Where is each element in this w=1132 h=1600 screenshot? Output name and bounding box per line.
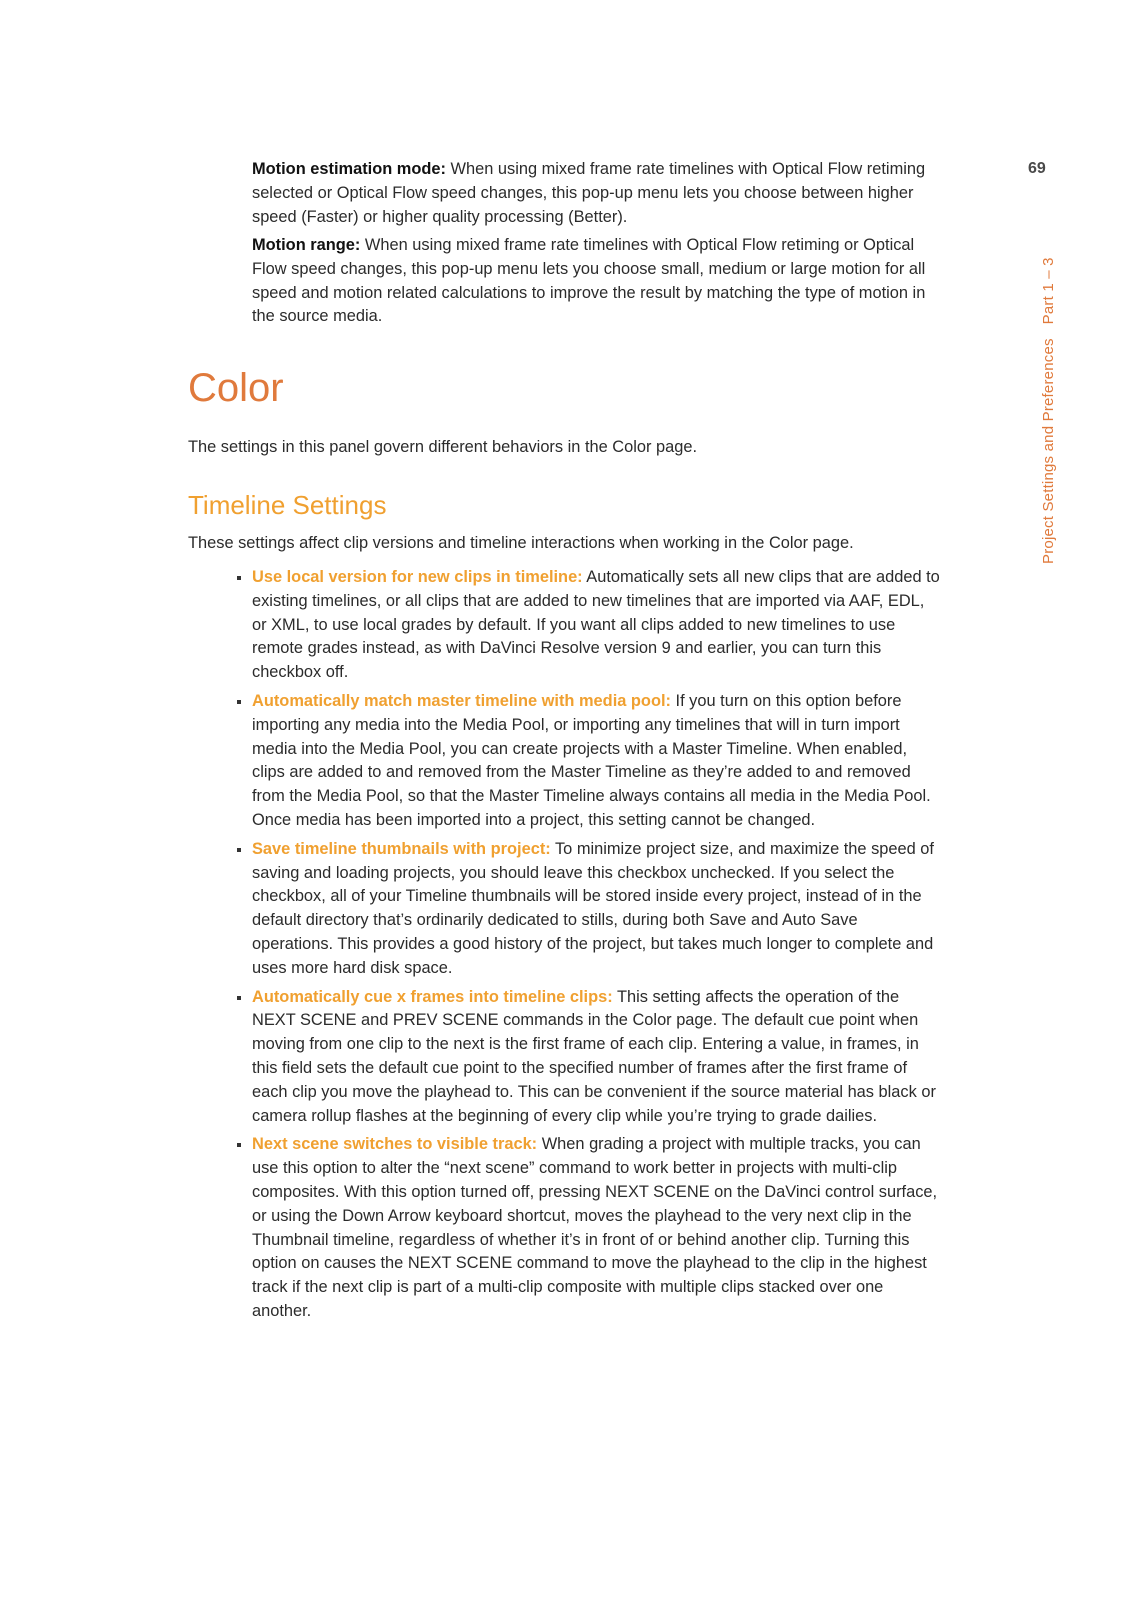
intro-term: Motion estimation mode: [252, 160, 446, 178]
intro-term: Motion range: [252, 236, 361, 254]
list-item [252, 838, 942, 981]
subsection-description: These settings affect clip versions and timeline interactions when working in the Color page. [188, 534, 854, 552]
setting-text: To minimize project size, and maximize the speed of saving and loading projects, you should leave this checkbox unchecked. If you select the checkbox, all of your Timeline thumbnails will be stored inside every project, instead of in the default directory that’s ordinarily dedicated to stills, during both Save and Auto Save operations. This provides a good history of the project, but takes much longer to complete and uses more hard disk space. [252, 839, 934, 977]
setting-text: Automatically sets all new clips that are added to existing timelines, or all clips that are added to new timelines that are imported via AAF, EDL, or XML, to use local grades by default. If you want all clips added to new timelines to use remote grades instead, as with DaVinci Resolve version 9 and earlier, you can turn this checkbox off. [252, 568, 940, 682]
bullet-icon [237, 848, 241, 852]
intro-paragraph-motion-range [252, 234, 942, 329]
setting-term: Automatically cue x frames into timeline clips: [252, 987, 613, 1006]
list-item [252, 566, 942, 685]
settings-list [252, 566, 942, 1329]
section-title: Color [188, 366, 284, 410]
setting-text: If you turn on this option before importing any media into the Media Pool, or importing any timelines that will in turn import media into the Media Pool, you can create projects with a Master Timeline. When enabled, clips are added to and removed from the Master Timeline as they’re added to and removed from the Media Pool, so that the Master Timeline always contains all media in the Media Pool. Once media has been imported into a project, this setting cannot be changed. [252, 691, 931, 829]
setting-term: Save timeline thumbnails with project: [252, 839, 551, 858]
section-description: The settings in this panel govern different behaviors in the Color page. [188, 438, 698, 456]
bullet-icon [237, 1143, 241, 1147]
page-number: 69 [1028, 160, 1046, 177]
setting-term: Next scene switches to visible track: [252, 1135, 538, 1154]
intro-text: When using mixed frame rate timelines with Optical Flow retiming or Optical Flow speed changes, this pop-up menu lets you choose small, medium or large motion for all speed and motion related calculations to improve the result by matching the type of motion in the source media. [252, 236, 926, 326]
list-item [252, 690, 942, 833]
bullet-icon [237, 996, 241, 1000]
intro-paragraph-motion-estimation [252, 158, 942, 229]
bullet-icon [237, 576, 241, 580]
running-header [1040, 257, 1057, 564]
running-header-section: Project Settings and Preferences [1040, 338, 1057, 564]
setting-text: This setting affects the operation of the NEXT SCENE and PREV SCENE commands in the Color page. The default cue point when moving from one clip to the next is the first frame of each clip. Entering a value, in frames, in this field sets the default cue point to the specified number of frames after the first frame of each clip you move the playhead to. This can be convenient if the source material has black or camera rollup flashes at the beginning of every clip while you’re trying to grade dailies. [252, 987, 936, 1125]
list-item [252, 986, 942, 1129]
list-item [252, 1133, 942, 1323]
subsection-title: Timeline Settings [188, 490, 387, 520]
setting-term: Automatically match master timeline with media pool: [252, 691, 671, 710]
setting-term: Use local version for new clips in timeline: [252, 568, 583, 586]
setting-text: When grading a project with multiple tracks, you can use this option to alter the “next scene” command to work better in projects with multi-clip composites. With this option turned off, pressing NEXT SCENE on the DaVinci control surface, or using the Down Arrow keyboard shortcut, moves the playhead to the very next clip in the Thumbnail timeline, regardless of whether it’s in front of or behind another clip. Turning this option on causes the NEXT SCENE command to move the playhead to the clip in the highest track if the next clip is part of a multi-clip composite with multiple clips stacked over one another. [252, 1135, 938, 1320]
running-header-part: Part 1 – 3 [1040, 257, 1057, 325]
bullet-icon [237, 700, 241, 704]
intro-text: When using mixed frame rate timelines with Optical Flow retiming selected or Optical Flow speed changes, this pop-up menu lets you choose between higher speed (Faster) or higher quality processing (Better). [252, 160, 926, 226]
